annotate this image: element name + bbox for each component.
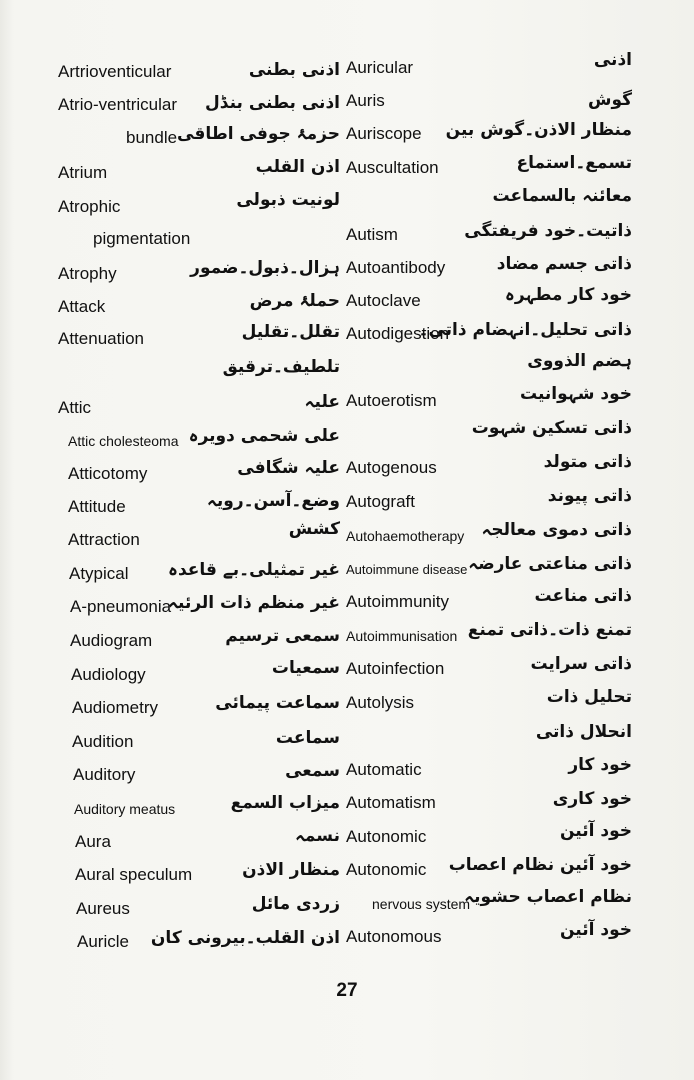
left-term: bundle [126,128,178,147]
left-urdu-term: حزمۂ جوفی اطاقی [177,124,340,144]
left-urdu-term: ہزال۔ذبول۔ضمور [190,258,340,278]
right-term: Autoinfection [346,659,445,678]
left-urdu-term: علی شحمی دویرہ [188,426,340,446]
right-urdu-term: خود کار مطہرہ [504,285,632,305]
right-urdu-term: ذاتیت۔خود فریفتگی [464,221,632,241]
right-term: Autism [346,225,398,244]
right-term: Autoclave [346,291,421,310]
left-urdu-term: نسمہ [294,826,340,846]
left-term: Auricle [77,932,129,951]
right-urdu-term: معائنہ بالسماعت [492,186,632,206]
right-term: Automatic [346,760,422,779]
left-urdu-term: کشش [288,519,340,539]
right-urdu-term: انحلال ذاتی [535,722,632,742]
right-urdu-term: ذاتی دموی معالجہ [481,520,632,540]
right-urdu-term: نظام اعصاب حشویہ [464,887,632,907]
left-urdu-term: علیہ شگافی [237,458,340,478]
right-term: Autohaemotherapy [346,528,465,544]
left-term: Attic cholesteoma [68,433,179,449]
left-urdu-term: منظار الاذن [242,860,340,880]
left-term: Auditory [73,765,136,784]
right-urdu-term: ذاتی مناعتی عارضہ [468,554,632,574]
left-urdu-term: سمعیات [271,658,340,678]
left-term: Attack [58,297,106,316]
right-urdu-term: تسمع۔استماع [516,153,632,173]
right-term: Autograft [346,492,415,511]
left-urdu-term: اذن القلب [255,157,340,177]
right-urdu-term: گوش [587,90,632,110]
right-urdu-term: خود آئین [559,821,632,841]
left-term: Aura [75,832,111,851]
left-term: Aural speculum [75,865,193,884]
page-number: 27 [336,980,358,1001]
left-term: Attraction [68,530,140,549]
left-term: Attitude [68,497,126,516]
left-urdu-term: وضع۔آسن۔رویہ [206,491,340,511]
left-term: Artrioventicular [58,62,172,81]
right-term: Auriscope [346,124,422,143]
left-term: Audition [72,732,134,751]
right-term: Autogenous [346,458,437,477]
right-urdu-term: خود شہوانیت [519,384,632,404]
left-term: A-pneumonia [70,597,172,616]
left-term: Atrium [58,163,108,182]
left-urdu-term: غیر تمثیلی۔بے قاعدہ [168,560,340,580]
left-term: Atrophy [58,264,117,283]
right-term: Autonomous [346,927,442,946]
right-urdu-term: تحلیل ذات [546,687,632,707]
left-term: pigmentation [93,229,191,248]
left-urdu-term: اذن القلب۔بیرونی کان [150,928,340,948]
right-urdu-term: ذاتی پیوند [547,486,632,506]
right-urdu-term: ذاتی مناعت [534,586,632,606]
left-urdu-term: علیہ [304,392,340,412]
right-term: Autoimmunity [346,592,449,611]
right-urdu-term: اذنی [593,50,632,70]
left-urdu-term: میزاب السمع [230,793,340,813]
right-term: Autoantibody [346,258,446,277]
left-urdu-term: لونیت ذبولی [236,190,340,210]
left-term: Atypical [69,564,129,583]
right-urdu-term: ذاتی متولد [543,452,632,472]
left-urdu-term: غیر منظم ذات الرئیہ [168,593,340,613]
left-urdu-term: تقلل۔تقلیل [241,322,340,342]
right-term: Autolysis [346,693,415,712]
left-term: Audiology [71,665,146,684]
left-urdu-term: اذنی بطنی [248,60,340,80]
right-urdu-term: منظار الاذن۔گوش بین [445,120,632,140]
left-term: Audiogram [70,631,153,650]
right-term: Auscultation [346,158,439,177]
right-term: Auricular [346,58,414,77]
right-term: Autonomic [346,827,427,846]
right-term: Autoimmune disease [346,562,468,577]
left-term: Atticotomy [68,464,148,483]
left-urdu-term: سمعی ترسیم [225,626,340,646]
left-term: Attic [58,398,92,417]
right-term: Autodigestion [346,324,450,343]
right-term: nervous system [372,896,471,912]
right-urdu-term: تمنع ذات۔ذاتی تمنع [467,620,632,640]
right-urdu-term: خود کار [568,755,632,775]
right-urdu-term: ذاتی تحلیل۔انہضام ذاتی۔ [418,320,632,340]
left-urdu-term: سماعت [275,728,340,748]
left-term: Audiometry [72,698,158,717]
right-term: Autonomic [346,860,427,879]
left-urdu-term: زردی مائل [251,894,340,914]
left-term: Atrophic [58,197,121,216]
left-urdu-term: اذنی بطنی بنڈل [205,93,340,113]
left-term: Auditory meatus [74,801,176,817]
left-urdu-term: سماعت پیمائی [215,693,340,713]
left-urdu-term: سمعی [285,761,340,781]
right-urdu-term: ہضم الذووی [527,351,632,371]
left-term: Atrio-ventricular [58,95,178,114]
right-urdu-term: خود آئین نظام اعصاب [448,855,632,875]
right-term: Auris [346,91,385,110]
right-urdu-term: ذاتی جسم مضاد [496,254,632,274]
right-urdu-term: ذاتی تسکین شہوت [471,418,632,438]
right-term: Autoerotism [346,391,437,410]
left-urdu-term: حملۂ مرض [249,291,340,311]
left-term: Aureus [76,899,130,918]
left-urdu-term: تلطیف۔ترقیق [222,357,340,377]
right-urdu-term: خود کاری [552,789,632,809]
right-term: Autoimmunisation [346,628,458,644]
right-urdu-term: ذاتی سرایت [530,654,632,674]
right-urdu-term: خود آئین [559,920,632,940]
right-term: Automatism [346,793,436,812]
left-term: Attenuation [58,329,145,348]
